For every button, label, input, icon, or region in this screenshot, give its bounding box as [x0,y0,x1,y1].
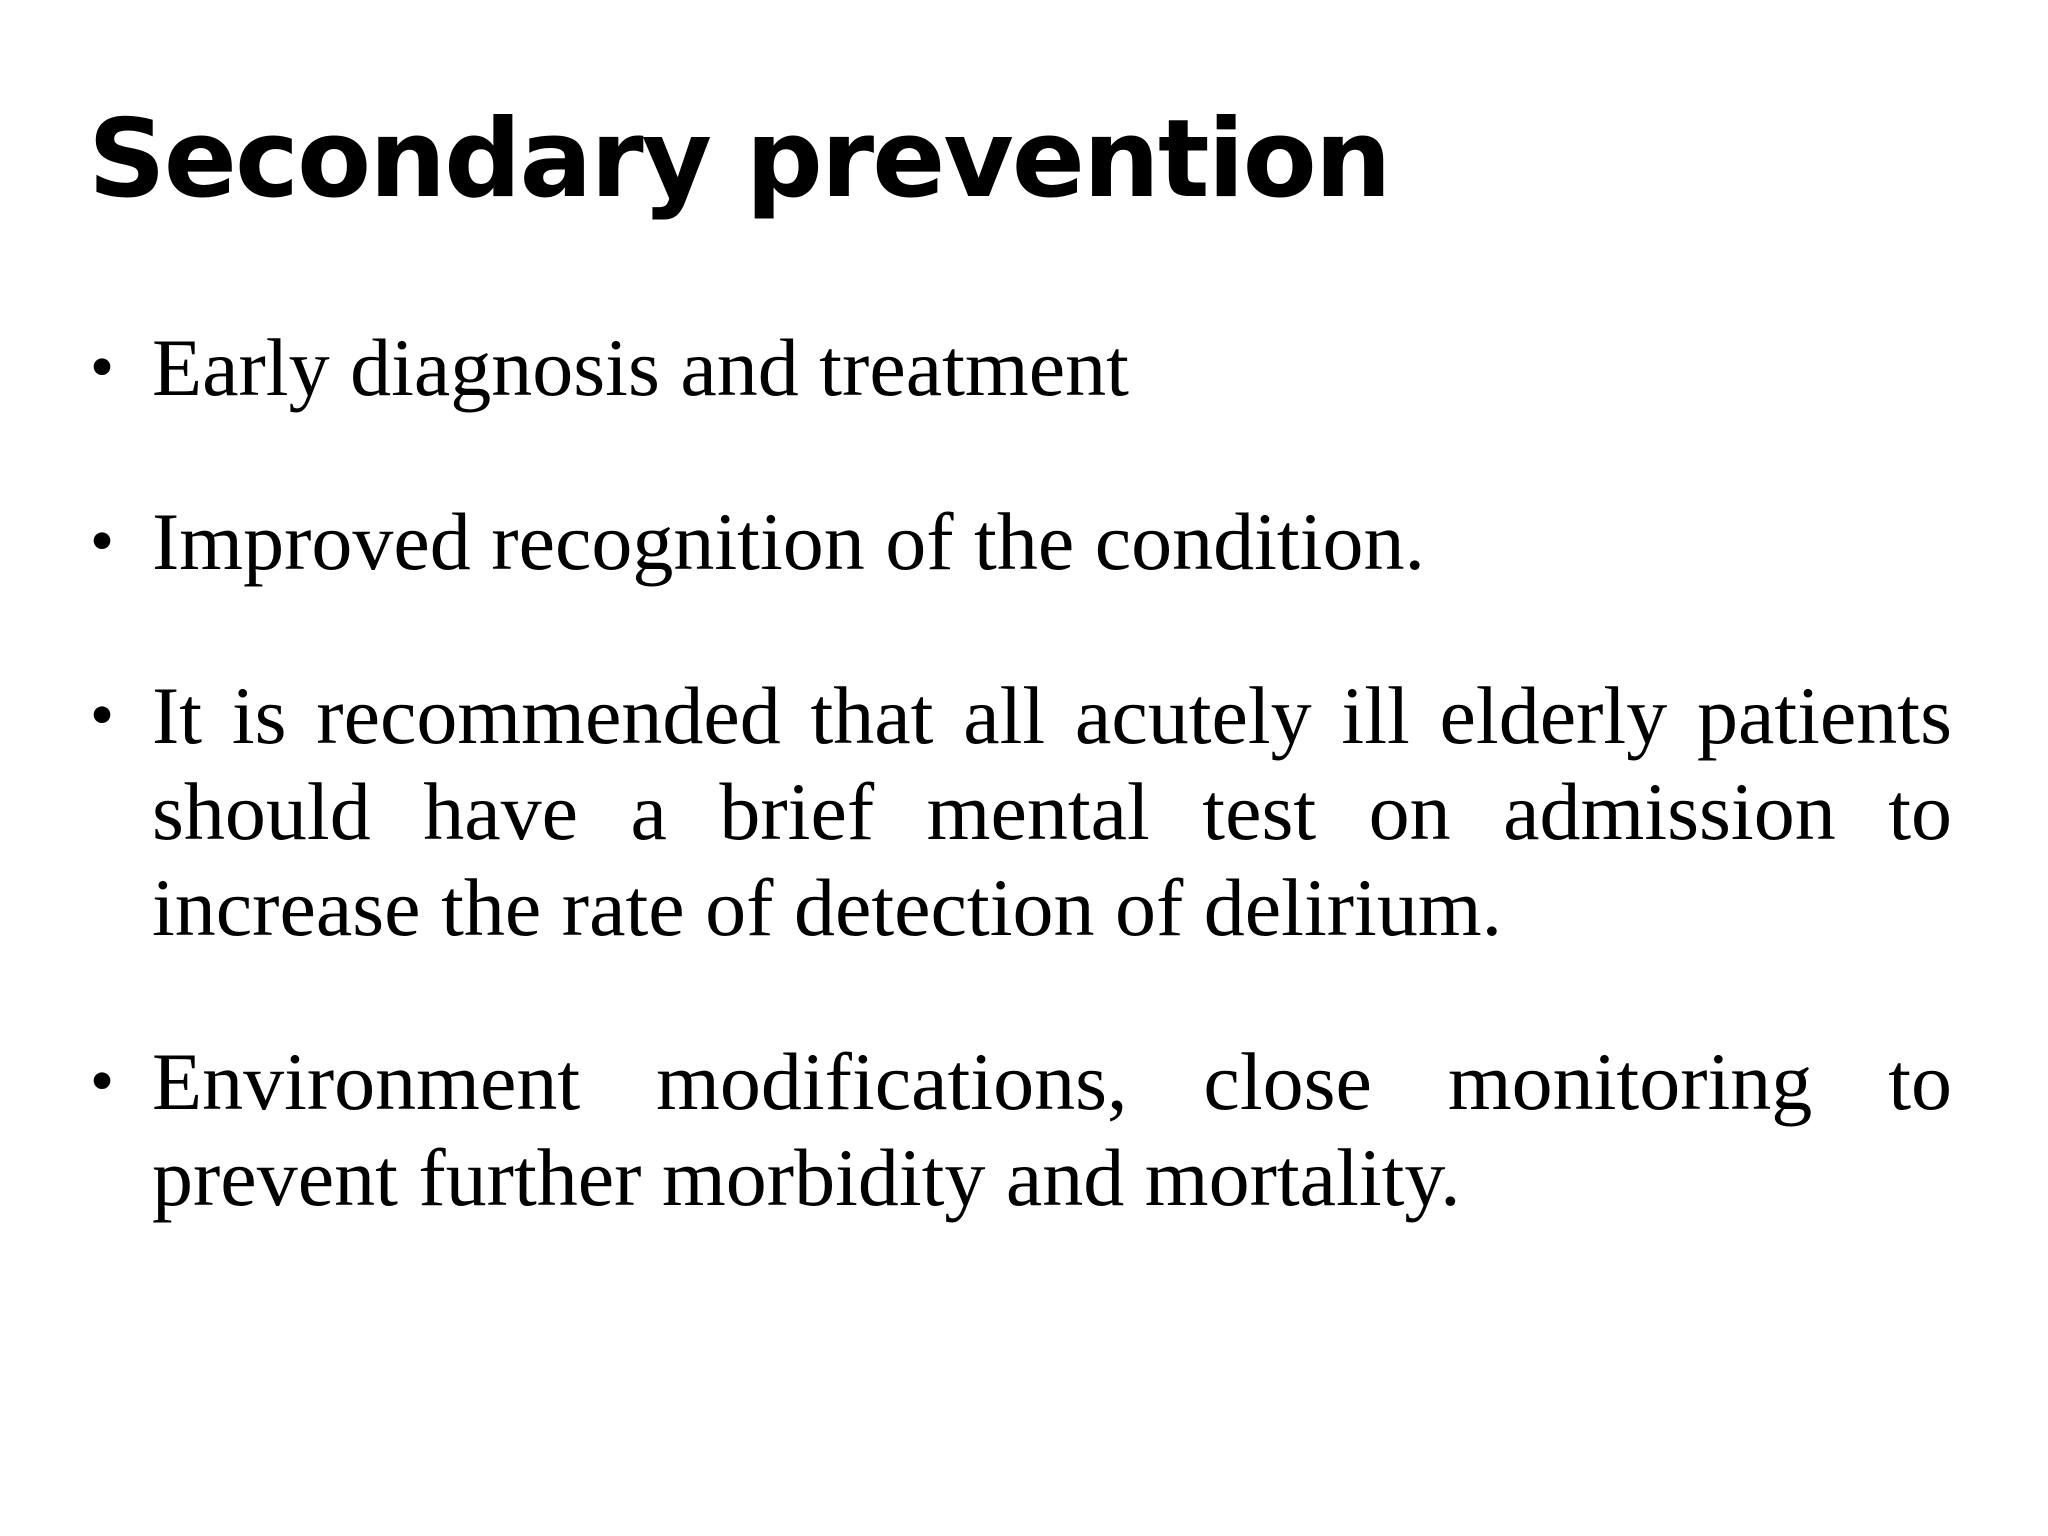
bullet-text: It is recommended that all acutely ill elderly patients should have a brief mental test on admission to increase the rate of detection of delirium. [152,670,1952,953]
bullet-item-environment-modifications [72,1034,1952,1226]
bullet-dot-icon: • [89,503,115,580]
bullet-item-improved-recognition [72,494,1952,590]
slide-title: Secondary prevention [88,97,1390,222]
bullet-text: Early diagnosis and treatment [152,322,1129,413]
bullet-dot-icon: • [89,677,115,754]
bullet-item-early-diagnosis [72,320,1952,416]
bullet-text: Environment modifications, close monitoring to prevent further morbidity and mortality. [152,1036,1952,1223]
bullet-text: Improved recognition of the condition. [152,496,1425,587]
bullet-item-mental-test [72,668,1952,956]
bullet-dot-icon: • [89,1043,115,1120]
bullet-dot-icon: • [89,329,115,406]
bullet-list [72,320,1952,1226]
